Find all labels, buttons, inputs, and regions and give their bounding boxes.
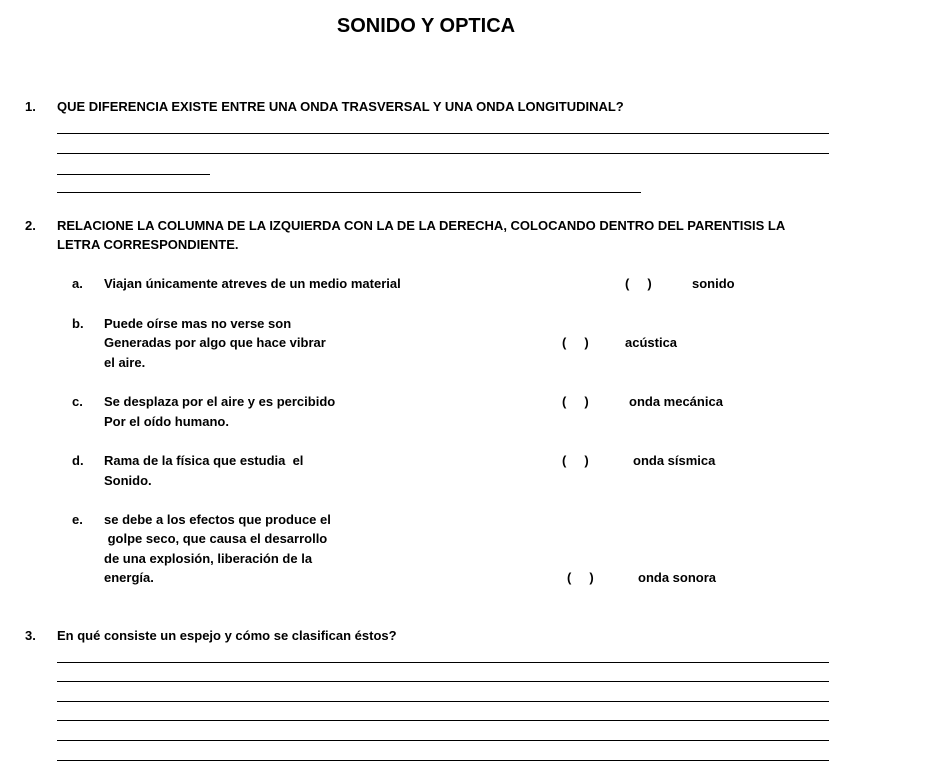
- q2-text-line1: RELACIONE LA COLUMNA DE LA IZQUIERDA CON LA DE LA DERECHA, COLOCANDO DENTRO DEL PARENTISIS LA: [57, 218, 786, 233]
- item-text: el aire.: [104, 355, 146, 370]
- item-text: golpe seco, que causa el desarrollo: [104, 531, 328, 546]
- item-text: se debe a los efectos que produce el: [104, 512, 331, 527]
- q1-answer-line[interactable]: [57, 174, 210, 175]
- q3-answer-line[interactable]: [57, 662, 829, 663]
- q3-number: 3.: [25, 628, 36, 643]
- item-text: energía.: [104, 570, 154, 585]
- q2-number: 2.: [25, 218, 36, 233]
- answer-option: onda mecánica: [629, 394, 723, 409]
- item-text: Viajan únicamente atreves de un medio material: [104, 276, 401, 291]
- answer-parenthesis[interactable]: ( ): [562, 335, 589, 350]
- item-text: Puede oírse mas no verse son: [104, 316, 292, 331]
- answer-option: acústica: [625, 335, 678, 350]
- item-text: Generadas por algo que hace vibrar: [104, 335, 326, 350]
- answer-option: sonido: [692, 276, 735, 291]
- item-text: Se desplaza por el aire y es percibido: [104, 394, 336, 409]
- q3-answer-line[interactable]: [57, 701, 829, 702]
- item-letter: d.: [72, 453, 84, 468]
- q1-text: QUE DIFERENCIA EXISTE ENTRE UNA ONDA TRASVERSAL Y UNA ONDA LONGITUDINAL?: [57, 99, 624, 114]
- q2-text-line2: LETRA CORRESPONDIENTE.: [57, 237, 239, 252]
- q1-answer-line[interactable]: [57, 133, 829, 134]
- answer-option: onda sonora: [638, 570, 717, 585]
- q3-answer-line[interactable]: [57, 740, 829, 741]
- q3-text: En qué consiste un espejo y cómo se clasifican éstos?: [57, 628, 397, 643]
- item-letter: e.: [72, 512, 83, 527]
- item-text: Rama de la física que estudia el: [104, 453, 304, 468]
- item-letter: b.: [72, 316, 84, 331]
- item-letter: c.: [72, 394, 83, 409]
- answer-parenthesis[interactable]: ( ): [562, 394, 589, 409]
- q1-answer-line[interactable]: [57, 153, 829, 154]
- page-title: SONIDO Y OPTICA: [336, 15, 516, 37]
- q3-answer-line[interactable]: [57, 760, 829, 761]
- answer-parenthesis[interactable]: ( ): [562, 453, 589, 468]
- item-text: Sonido.: [104, 473, 152, 488]
- answer-parenthesis[interactable]: ( ): [567, 570, 594, 585]
- item-letter: a.: [72, 276, 83, 291]
- item-text: de una explosión, liberación de la: [104, 551, 313, 566]
- q1-number: 1.: [25, 99, 36, 114]
- q3-answer-line[interactable]: [57, 720, 829, 721]
- q1-answer-line[interactable]: [57, 192, 641, 193]
- answer-option: onda sísmica: [633, 453, 716, 468]
- item-text: Por el oído humano.: [104, 414, 229, 429]
- q3-answer-line[interactable]: [57, 681, 829, 682]
- answer-parenthesis[interactable]: ( ): [625, 276, 652, 291]
